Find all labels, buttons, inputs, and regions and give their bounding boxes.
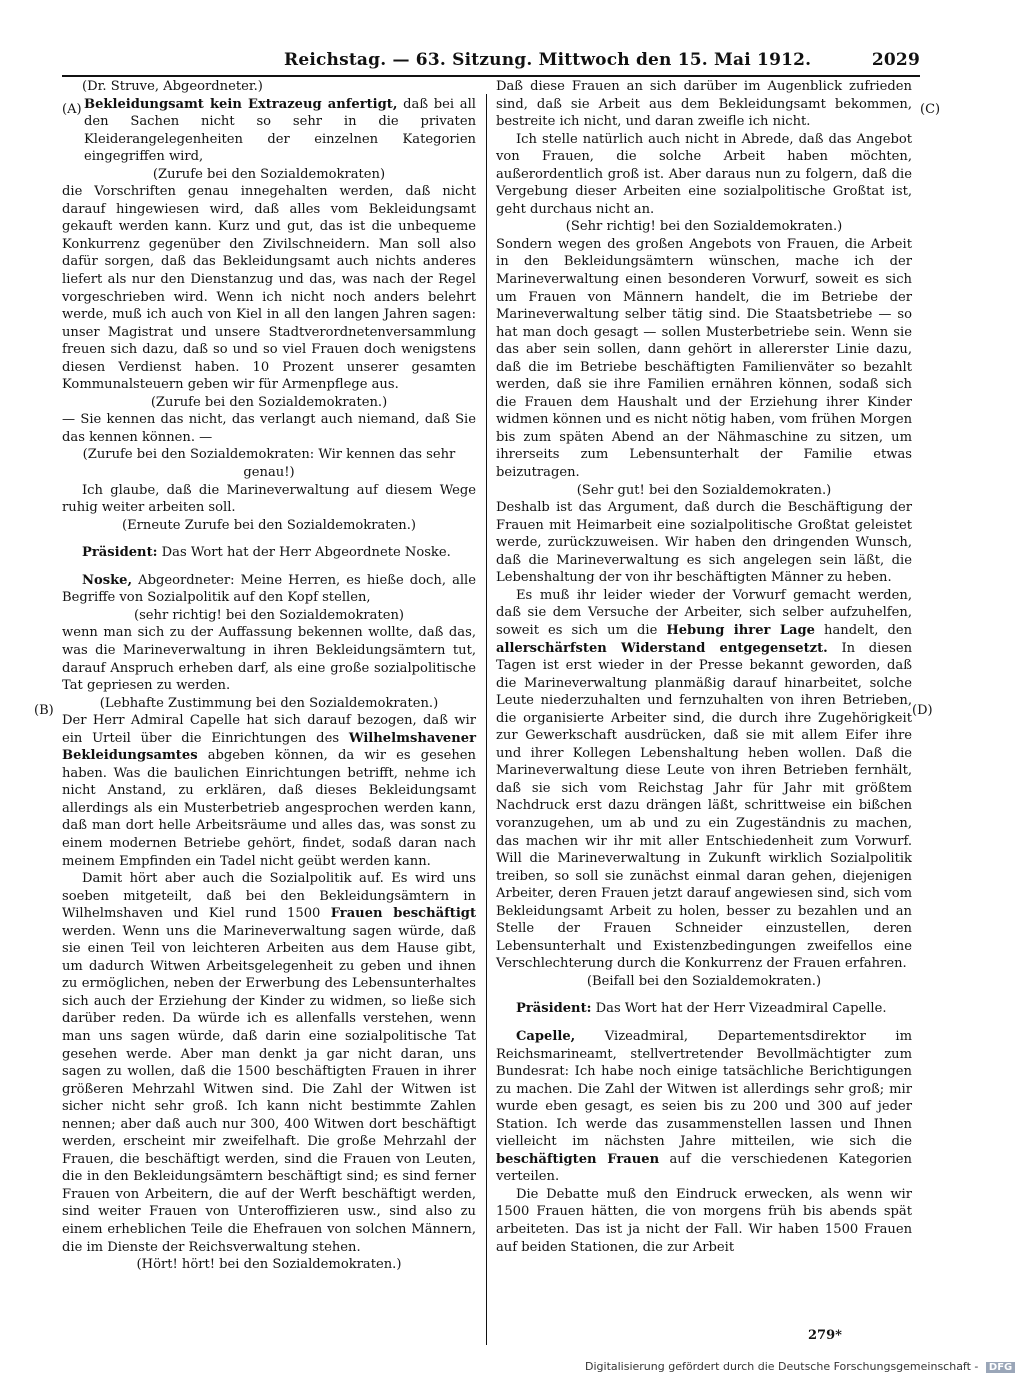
paragraph-text: Vizeadmiral, Departementsdirektor im Reichsmarineamt, stellvertretender Bevollmächtigter zum Bundesrat: Ich habe noch einige tatsächliche Berichtigungen zu machen. Die Zahl der Witwen ist allerdings sehr groß; mir wurde eben gesagt, es seien bis zu 200 und 300 auf jeder Station. Ich werde das zusammenstellen lassen und Ihnen vielleicht im nächsten Jahre mitteilen, wie sich die [496, 1028, 912, 1150]
running-header [62, 46, 920, 72]
paragraph [496, 1000, 912, 1018]
footer-text: Digitalisierung gefördert durch die Deutsche Forschungsgemeinschaft - [585, 1360, 979, 1373]
paragraph [62, 544, 476, 562]
paragraph-text: Damit hört aber auch die Sozialpolitik auf. Es wird uns soeben mitgeteilt, daß bei den Bekleidungsämtern in Wilhelmshaven und Kiel rund 1500 [62, 871, 476, 922]
paragraph: Ich stelle natürlich auch nicht in Abrede, daß das Angebot von Frauen, die solche Arbeit haben möchten, außerordentlich groß ist. Aber daraus nun zu folgern, daß die Vergebung dieser Arbeiten eine sozialpolitische Großtat ist, geht durchaus nicht an. [496, 131, 912, 217]
paragraph-text: auf die verschiedenen Kategorien verteilen. [496, 1151, 912, 1185]
interjection: (Zurufe bei den Sozialdemokraten.) [150, 394, 388, 410]
emphasis: Bekleidungsamt kein Extrazeug anfertigt, [84, 96, 398, 112]
paragraph-text: Das Wort hat der Herr Abgeordnete Noske. [161, 545, 451, 561]
interjection: (Sehr richtig! bei den Sozialdemokraten.) [565, 219, 843, 235]
dfg-logo-icon: DFG [986, 1362, 1015, 1373]
right-column [496, 78, 912, 1256]
paragraph-text: daß bei all den Sachen nicht so sehr in die privaten Kleiderangelegenheiten der einzelnen Kategorien eingegriffen wird, [84, 96, 476, 165]
paragraph [62, 870, 476, 1256]
emphasis: beschäftigten Frauen [496, 1151, 660, 1167]
signature-mark: 279* [808, 1328, 842, 1343]
paragraph-text: werden. Wenn uns die Marineverwaltung sagen würde, daß sie einen Teil von leichteren Arbeiten aus dem Hause gibt, um dadurch Witwen Arbeitsgelegenheit zu geben und ihnen zu ermöglichen, neben der Erwerbung des Lebensunterhaltes sich auch der Erziehung der Kinder zu widmen, so ließe sich darüber reden. Da würde ich es allenfalls verstehen, wenn man uns sagen würde, daß darin eine sozialpolitische Tat gesehen werde. Aber man denkt ja gar nicht daran, uns sagen zu wollen, daß die 1500 beschäftigten Frauen in ihrer größeren Mehrzahl Witwen sind. Die Zahl der Witwen ist sicher nicht sehr groß. Ich kann nicht bestimmte Zahlen nennen; aber daß auch nur 300, 400 Witwen dort beschäftigt werden, erscheint mir zweifelhaft. Die große Mehrzahl der Frauen, die beschäftigt werden, sind die Frauen von Leuten, die in den Bekleidungsämtern beschäftigt sind; es sind ferner Frauen von Arbeitern, die auf der Werft beschäftigt werden, sind weiter Frauen von Unteroffizieren usw., sind also zu einem erheblichen Teile die Ehefrauen von solchen Männern, die im Dienste der Reichsverwaltung stehen. [62, 923, 476, 1255]
paragraph: Die Debatte muß den Eindruck erwecken, als wenn wir 1500 Frauen hätten, die von morgens früh bis abends spät arbeiteten. Das ist ja nicht der Fall. Wir haben 1500 Frauen auf beiden Stationen, die zur Arbeit [496, 1186, 912, 1255]
paragraph [496, 1028, 912, 1186]
page-number: 2029 [871, 50, 920, 70]
left-column [62, 78, 476, 1274]
interjection: (Zurufe bei den Sozialdemokraten) [152, 166, 386, 182]
speaker-name: Capelle, [516, 1028, 576, 1044]
interjection: (Sehr gut! bei den Sozialdemokraten.) [576, 482, 832, 498]
paragraph-text: Der Herr Admiral Capelle hat sich darauf bezogen, daß wir ein Urteil über die Einrichtungen des [62, 713, 476, 746]
emphasis: Hebung ihrer Lage [666, 622, 816, 638]
speaker-name: Noske, [82, 572, 133, 588]
paragraph-text: Das Wort hat der Herr Vizeadmiral Capelle. [595, 1001, 887, 1017]
paragraph: Daß diese Frauen an sich darüber im Augenblick zufrieden sind, daß sie Arbeit aus dem Bekleidungsamt bekommen, bestreite ich nicht, und daran zweifle ich nicht. [496, 79, 912, 130]
interjection: (Erneute Zurufe bei den Sozialdemokraten.) [122, 517, 416, 533]
paragraph [62, 712, 476, 870]
paragraph: Deshalb ist das Argument, daß durch die Beschäftigung der Frauen mit Heimarbeit eine sozialpolitische Großtat geleistet werde, zurückzuweisen. Wir haben den dringenden Wunsch, daß die Marineverwaltung es sich angelegen sein läßt, die Lebenshaltung der von ihr beschäftigten Männer zu heben. [496, 500, 912, 586]
paragraph [496, 587, 912, 973]
header-rule [62, 75, 920, 77]
interjection: (Beifall bei den Sozialdemokraten.) [586, 973, 822, 989]
paragraph: Ich glaube, daß die Marineverwaltung auf diesem Wege ruhig weiter arbeiten soll. [62, 482, 476, 516]
paragraph-text: abgeben können, da wir es gesehen haben. Was die baulichen Einrichtungen betrifft, nehme ich nicht Anstand, zu erklären, daß dieses Bekleidungsamt allerdings als ein Musterbetrieb angesprochen werden kann, daß man dort helle Arbeitsräume und alles das, was sonst zu einem modernen Betriebe gehört, findet, sodaß daran nach meinem Empfinden ein Tadel nicht geübt werden kann. [62, 748, 476, 869]
speaker-name: Präsident: [82, 545, 158, 561]
paragraph-text: handelt, den [824, 622, 913, 638]
margin-mark-a: (A) [62, 102, 82, 117]
paragraph: die Vorschriften genau innegehalten werden, daß nicht darauf hingewiesen wird, daß alles vom Bekleidungsamt gekauft werden kann. Kurz und gut, das ist die unbequeme Konkurrenz gegenüber den Zivilschneidern. Man soll also dafür sorgen, daß das Bekleidungsamt auch nichts anderes liefert als nur den Dienstanzug und das, was nach der Regel vorgeschrieben wird. Wenn ich nicht noch anders belehrt werde, muß ich auch von Kiel in all den langen Jahren sagen: unser Magistrat und unsere Stadtverordnetenversammlung freuen sich dazu, daß so und so viel Frauen doch wenigstens diesen Verdienst haben. 10 Prozent unserer gesamten Kommunalsteuern geben wir für Armenpflege aus. [62, 184, 476, 393]
paragraph: — Sie kennen das nicht, das verlangt auch niemand, daß Sie das kennen können. — [62, 412, 476, 445]
speaker-attribution: (Dr. Struve, Abgeordneter.) [82, 79, 263, 94]
paragraph [62, 96, 476, 166]
interjection: (Lebhafte Zustimmung bei den Sozialdemokraten.) [99, 695, 439, 711]
emphasis: Wilhelmshavener Bekleidungsamtes [62, 730, 477, 764]
margin-mark-c: (C) [920, 102, 941, 117]
paragraph: wenn man sich zu der Auffassung bekennen wollte, daß das, was die Marineverwaltung in ihren Bekleidungsämtern tut, darauf Anspruch erheben darf, als eine große sozialpolitische Tat gepriesen zu werden. [62, 625, 476, 694]
paragraph-text: In diesen Tagen ist erst wieder in der Presse bekannt geworden, daß die Marineverwaltung planmäßig darauf hinarbeitet, solche Leute niederzuhalten und fernzuhalten von ihren Betrieben, die organisierte Arbeiter sind, die durch ihre Zugehörigkeit zur Gewerkschaft ausdrücken, daß sie mit allem Eifer ihre und ihrer Kollegen Lebenshaltung heben wollen. Daß die Marineverwaltung diese Leute von ihren Betrieben fernhält, daß sie sich vom Reichstag Jahr für Jahr mit größtem Nachdruck erst dazu drängen läßt, schrittweise ein bißchen voranzugehen, um ab und zu ein Zugeständnis zu machen, das machen wir ihr mit aller Entschiedenheit zum Vorwurf. Will die Marineverwaltung in Zukunft wirklich Sozialpolitik treiben, so soll sie zunächst einmal daran gehen, diejenigen Arbeiter, deren Frauen jetzt darauf angewiesen sind, sich vom Bekleidungsamt Arbeit zu holen, besser zu bezahlen und an Stelle der Frauen Schneider einzustellen, deren Lebensunterhalt und Existenzbedingungen zweifellos eine Verschlechterung durch die Konkurrenz der Frauen erfahren. [496, 640, 912, 972]
speaker-name: Präsident: [516, 1001, 592, 1017]
paragraph-text: Es muß ihr leider wieder der Vorwurf gemacht werden, daß sie dem Versuche der Arbeiter, sich selber aufzuhelfen, soweit es sich um die [496, 587, 912, 638]
margin-mark-b: (B) [34, 703, 54, 718]
header-title: Reichstag. — 63. Sitzung. Mittwoch den 15. Mai 1912. [284, 50, 812, 70]
paragraph [62, 572, 476, 607]
interjection: (sehr richtig! bei den Sozialdemokraten) [133, 607, 405, 623]
margin-mark-d: (D) [912, 703, 933, 718]
interjection: (Zurufe bei den Sozialdemokraten: Wir kennen das sehr genau!) [82, 447, 456, 481]
footer-credit [585, 1360, 1013, 1378]
interjection: (Hört! hört! bei den Sozialdemokraten.) [136, 1257, 402, 1273]
paragraph: Sondern wegen des großen Angebots von Frauen, die Arbeit in den Bekleidungsämtern wünschen, mache ich der Marineverwaltung einen besonderen Vorwurf, soweit es sich um Frauen von Männern handelt, die im Betriebe der Marineverwaltung selber tätig sind. Die Staatsbetriebe — so hat man doch gesagt — sollen Musterbetriebe sein. Wenn sie das aber sein sollen, dann gehört in allererster Linie dazu, daß die im Betriebe beschäftigten Familienväter so bezahlt werden, daß sie ihre Familien ernähren können, sodaß sich die Frauen dem Haushalt und der Erziehung ihrer Kinder widmen können und es nicht nötig haben, vom frühen Morgen bis zum späten Abend an der Nähmaschine zu sitzen, um ihrerseits zum Lebensunterhalt der Familie etwas beizutragen. [496, 236, 912, 481]
emphasis: allerschärfsten Widerstand entgegensetzt. [496, 640, 828, 656]
column-divider [486, 94, 487, 1345]
paragraph-text: Abgeordneter: Meine Herren, es hieße doch, alle Begriffe von Sozialpolitik auf den Kopf stellen, [62, 572, 476, 606]
emphasis: Frauen beschäftigt [330, 906, 477, 922]
